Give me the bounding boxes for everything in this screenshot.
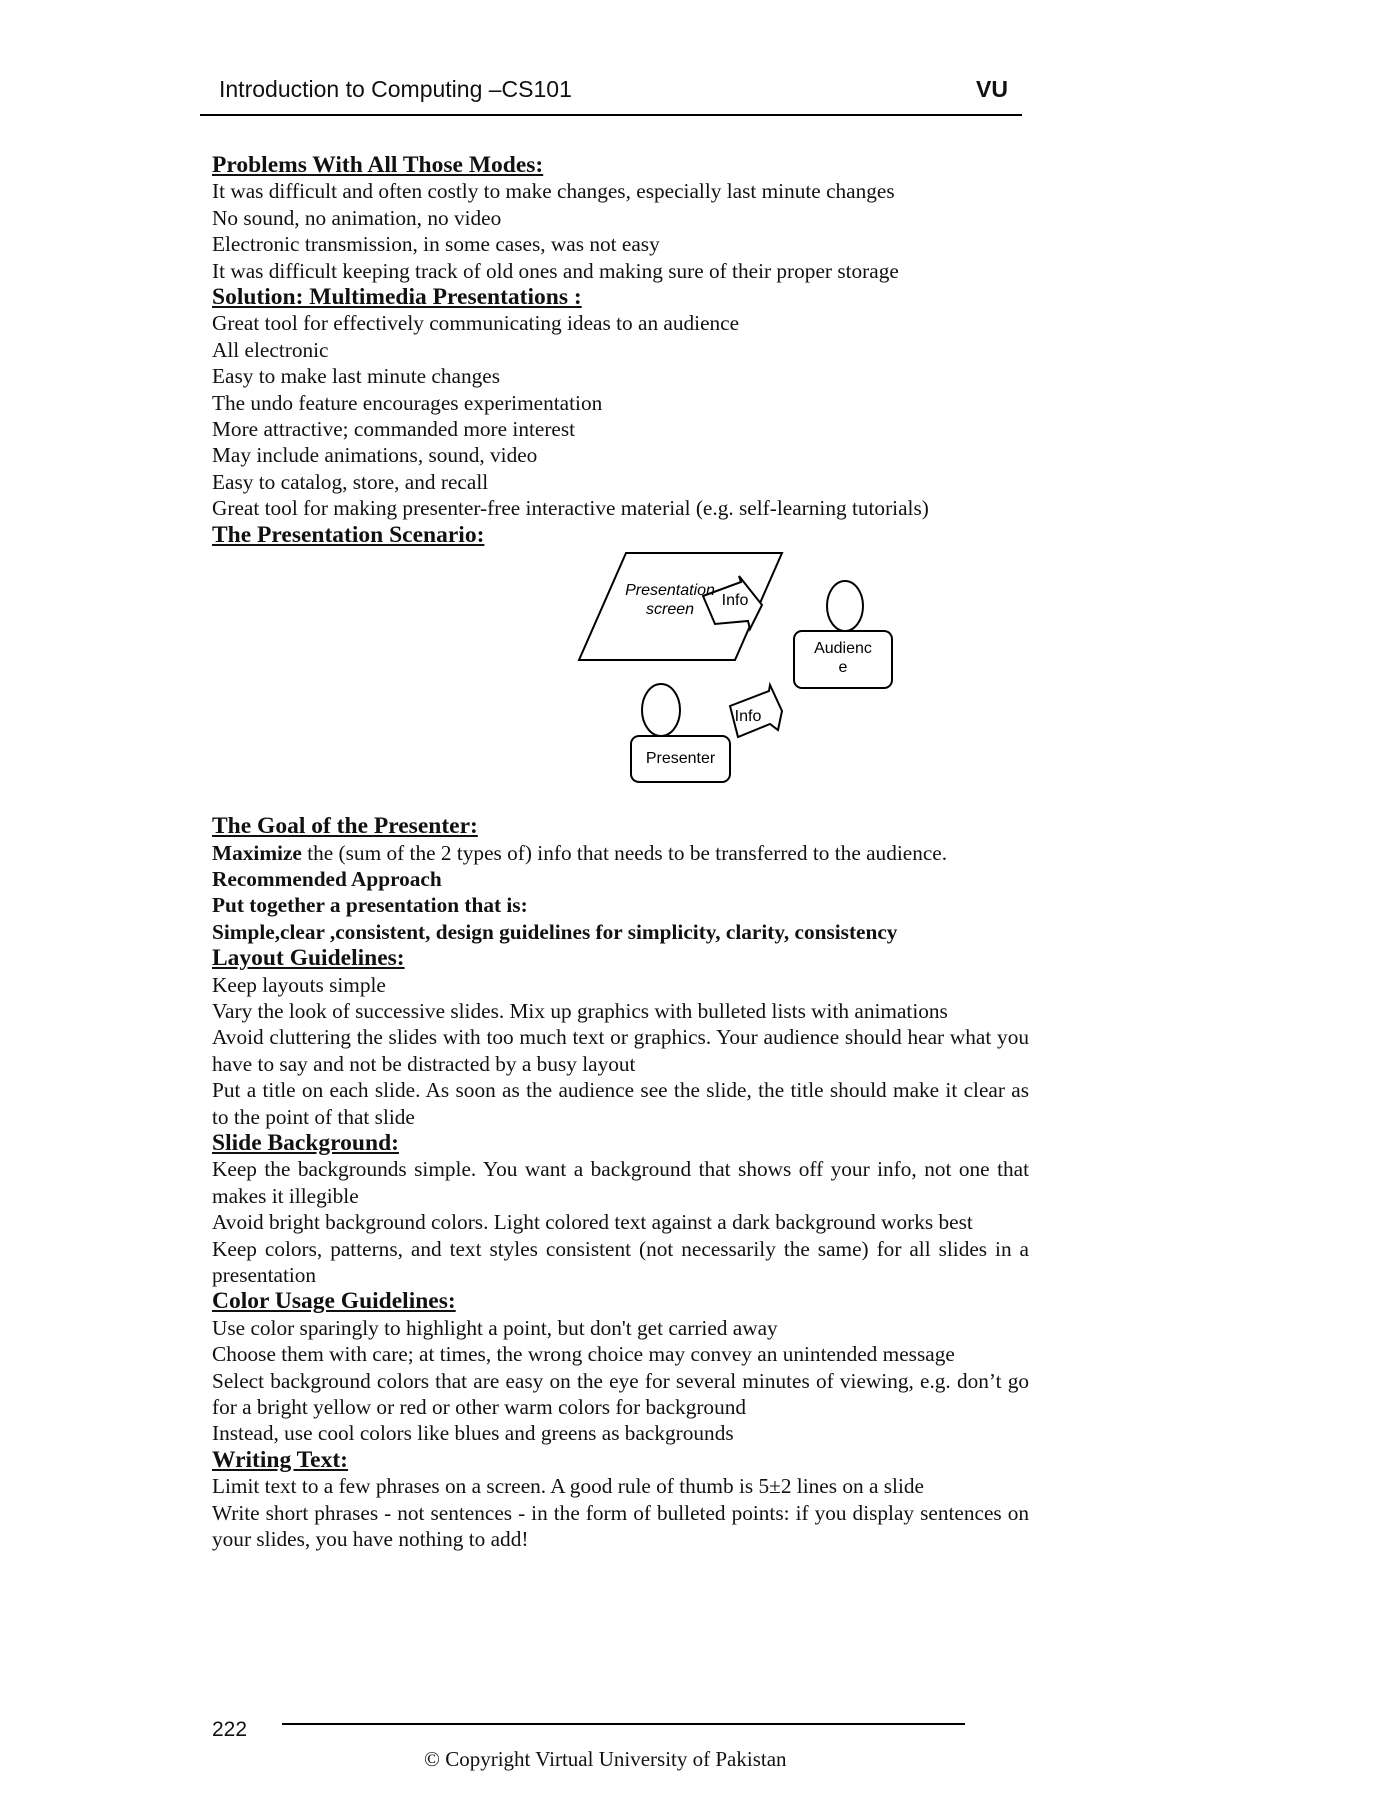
audience-label-line2: e <box>838 659 848 677</box>
heading-scenario: The Presentation Scenario: <box>212 521 485 548</box>
heading-writing: Writing Text: <box>212 1446 349 1473</box>
layout-line: Keep layouts simple <box>212 972 386 997</box>
problems-line: No sound, no animation, no video <box>212 205 502 230</box>
color-line: Use color sparingly to highlight a point, but don't get carried away <box>212 1315 778 1340</box>
solution-line: May include animations, sound, video <box>212 443 538 468</box>
maximize-word: Maximize <box>212 840 302 865</box>
footer-divider <box>282 1723 965 1725</box>
heading-background: Slide Background: <box>212 1129 399 1156</box>
info-label-top: Info <box>721 592 749 610</box>
maximize-rest: the (sum of the 2 types of) info that needs to be transferred to the audience. <box>301 840 948 865</box>
page-content <box>212 152 1029 1552</box>
background-line: Avoid bright background colors. Light colored text against a dark background works best <box>212 1210 973 1235</box>
problems-line: Electronic transmission, in some cases, was not easy <box>212 232 660 257</box>
problems-line: It was difficult keeping track of old ones and making sure of their proper storage <box>212 258 899 283</box>
screen-label <box>610 581 730 619</box>
heading-color: Color Usage Guidelines: <box>212 1288 456 1315</box>
heading-goal: The Goal of the Presenter: <box>212 813 478 840</box>
put-together: Put together a presentation that is: <box>212 893 528 918</box>
screen-label-line2: screen <box>645 601 695 619</box>
solution-line: All electronic <box>212 337 329 362</box>
color-line: Instead, use cool colors like blues and greens as backgrounds <box>212 1421 734 1446</box>
page-header <box>200 70 1022 116</box>
layout-line: Put a title on each slide. As soon as the audience see the slide, the title should make it clear as to the point of that slide <box>212 1078 1029 1129</box>
presenter-label: Presenter <box>645 750 716 768</box>
background-line: Keep colors, patterns, and text styles consistent (not necessarily the same) for all slides in a presentation <box>212 1236 1029 1287</box>
audience-label <box>794 639 892 677</box>
solution-line: Easy to make last minute changes <box>212 364 501 389</box>
copyright-notice: © Copyright Virtual University of Pakistan <box>424 1747 787 1771</box>
audience-head <box>827 581 863 631</box>
layout-line: Vary the look of successive slides. Mix up graphics with bulleted lists with animations <box>212 998 948 1023</box>
writing-line: Limit text to a few phrases on a screen. A good rule of thumb is 5±2 lines on a slide <box>212 1474 924 1499</box>
recommended-approach: Recommended Approach <box>212 866 442 891</box>
writing-line: Write short phrases - not sentences - in the form of bulleted points: if you display sentences on your slides, you have nothing to add! <box>212 1500 1029 1552</box>
layout-line: Avoid cluttering the slides with too much text or graphics. Your audience should hear what you have to say and not be distracted by a busy layout <box>212 1025 1029 1076</box>
heading-layout: Layout Guidelines: <box>212 945 405 972</box>
problems-line: It was difficult and often costly to make changes, especially last minute changes <box>212 179 895 204</box>
solution-line: Great tool for effectively communicating ideas to an audience <box>212 311 740 336</box>
presentation-scenario-diagram <box>212 548 1029 813</box>
goal-maximize <box>212 840 1029 866</box>
solution-line: Great tool for making presenter-free interactive material (e.g. self-learning tutorials) <box>212 496 929 521</box>
heading-solution: Solution: Multimedia Presentations : <box>212 284 582 311</box>
page-number: 222 <box>212 1718 248 1741</box>
info-label-bottom: Info <box>734 708 762 726</box>
audience-label-line1: Audienc <box>814 640 872 658</box>
color-line: Select background colors that are easy on the eye for several minutes of viewing, e.g. don’t go for a bright yellow or red or other warm colors for background <box>212 1368 1029 1420</box>
vu-badge: VU <box>976 76 1008 102</box>
heading-problems: Problems With All Those Modes: <box>212 152 544 178</box>
solution-line: More attractive; commanded more interest <box>212 417 576 442</box>
presenter-head <box>642 684 680 736</box>
course-title: Introduction to Computing –CS101 <box>219 76 572 102</box>
solution-line: Easy to catalog, store, and recall <box>212 469 489 494</box>
solution-line: The undo feature encourages experimentation <box>212 390 603 415</box>
simple-clear: Simple,clear ,consistent, design guidelines for simplicity, clarity, consistency <box>212 919 898 944</box>
screen-label-line1: Presentation <box>625 582 715 600</box>
color-line: Choose them with care; at times, the wrong choice may convey an unintended message <box>212 1342 955 1367</box>
background-line: Keep the backgrounds simple. You want a background that shows off your info, not one that makes it illegible <box>212 1157 1029 1208</box>
